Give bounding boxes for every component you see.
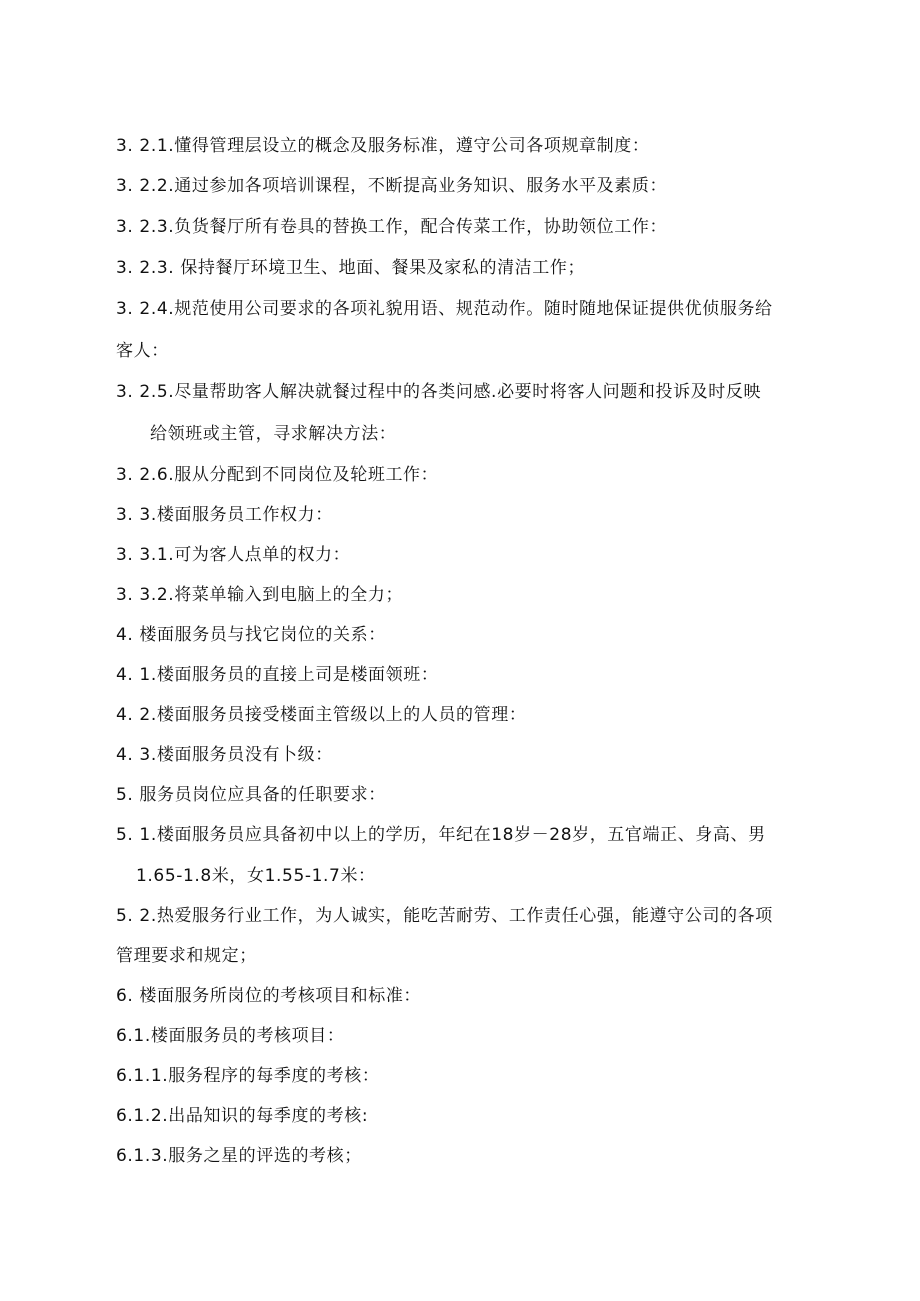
doc-line-5: 5. 服务员岗位应具备的任职要求：	[116, 785, 386, 805]
doc-line-5-2-cont: 管理要求和规定；	[116, 946, 257, 966]
doc-line-6-1: 6.1.楼面服务员的考核项目：	[116, 1026, 345, 1046]
doc-line-3-2-2: 3. 2.2.通过参加各项培训课程，不断提高业务知识、服务水平及素质：	[116, 176, 668, 196]
doc-line-6-1-2: 6.1.2.出品知识的每季度的考核:	[116, 1106, 369, 1126]
doc-line-3-2-3b: 3. 2.3. 保持餐厅环境卫生、地面、餐果及家私的清洁工作；	[116, 258, 586, 278]
doc-line-3-3: 3. 3.楼面服务员工作权力：	[116, 505, 333, 525]
doc-line-6-1-3: 6.1.3.服务之星的评选的考核；	[116, 1146, 362, 1166]
doc-line-4-2: 4. 2.楼面服务员接受楼面主管级以上的人员的管理：	[116, 705, 527, 725]
doc-line-6-1-1: 6.1.1.服务程序的每季度的考核：	[116, 1066, 380, 1086]
doc-line-3-2-6: 3. 2.6.服从分配到不同岗位及轮班工作：	[116, 465, 439, 485]
doc-line-5-2: 5. 2.热爱服务行业工作，为人诚实，能吃苦耐劳、工作责任心强，能遵守公司的各项	[116, 906, 773, 926]
doc-line-4: 4. 楼面服务员与找它岗位的关系：	[116, 625, 386, 645]
doc-line-4-1: 4. 1.楼面服务员的直接上司是楼面领班：	[116, 665, 439, 685]
doc-line-3-2-5: 3. 2.5.尽量帮助客人解决就餐过程中的各类问感.必要时将客人问题和投诉及时反映	[116, 382, 762, 402]
doc-line-3-2-5-cont: 给领班或主管，寻求解决方法：	[150, 424, 397, 444]
doc-line-3-2-4-cont: 客人：	[116, 341, 169, 361]
doc-line-3-3-1: 3. 3.1.可为客人点单的权力：	[116, 545, 351, 565]
doc-line-3-2-1: 3. 2.1.懂得管理层设立的概念及服务标准，遵守公司各项规章制度：	[116, 136, 650, 156]
doc-line-5-1: 5. 1.楼面服务员应具备初中以上的学历，年纪在18岁－28岁，五官端正、身高、男	[116, 825, 766, 845]
doc-line-4-3: 4. 3.楼面服务员没有卜级：	[116, 745, 333, 765]
doc-line-3-2-3a: 3. 2.3.负货餐厅所有卷具的替换工作，配合传菜工作，协助领位工作：	[116, 217, 668, 237]
doc-line-3-3-2: 3. 3.2.将菜单输入到电脑上的全力；	[116, 585, 404, 605]
doc-line-3-2-4: 3. 2.4.规范使用公司要求的各项礼貌用语、规范动作。随时随地保证提供优侦服务给	[116, 299, 773, 319]
doc-line-5-1-cont: 1.65-1.8米，女1.55-1.7米：	[136, 866, 376, 886]
doc-line-6: 6. 楼面服务所岗位的考核项目和标准：	[116, 986, 422, 1006]
